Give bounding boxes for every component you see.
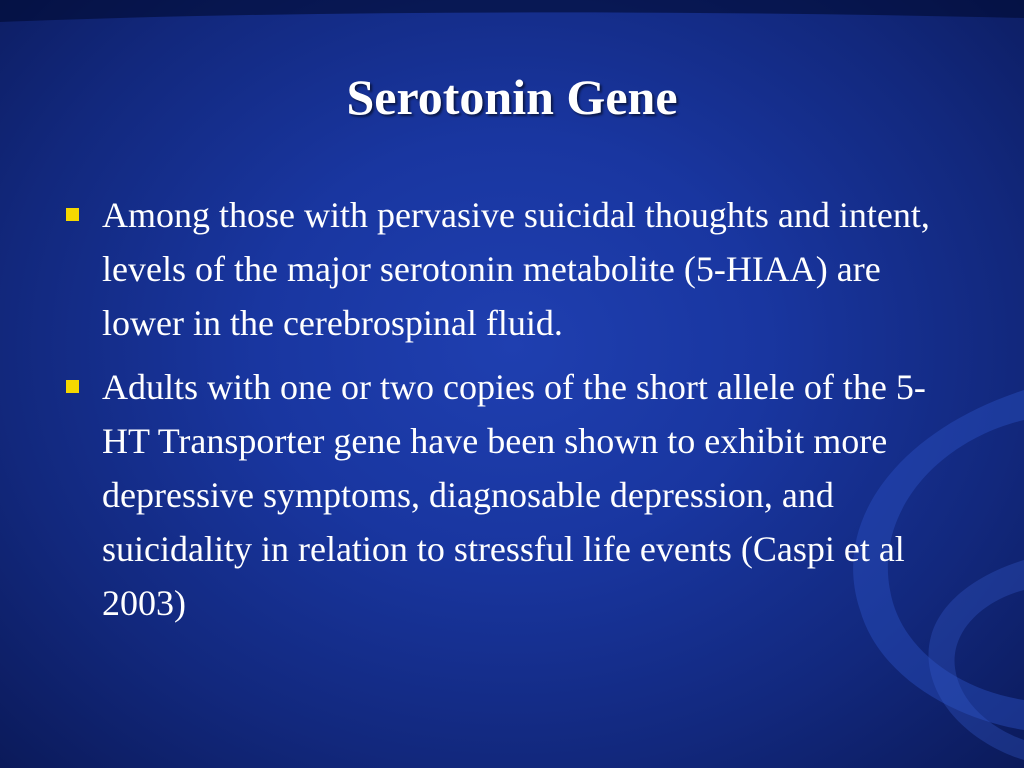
bullet-text: Among those with pervasive suicidal thoughts and intent, levels of the major serotonin metabolite (5-HIAA) are lower in the cerebrospinal fluid. xyxy=(102,195,930,343)
bullet-list xyxy=(62,188,962,640)
bullet-item xyxy=(62,188,962,350)
yellow-square-bullet-icon xyxy=(66,380,79,393)
slide-title: Serotonin Gene xyxy=(346,69,678,125)
bullet-item xyxy=(62,360,962,630)
bullet-text: Adults with one or two copies of the short allele of the 5-HT Transporter gene have been shown to exhibit more depressive symptoms, diagnosable depression, and suicidality in relation to stressful life events (Caspi et al 2003) xyxy=(102,367,926,623)
yellow-square-bullet-icon xyxy=(66,208,79,221)
